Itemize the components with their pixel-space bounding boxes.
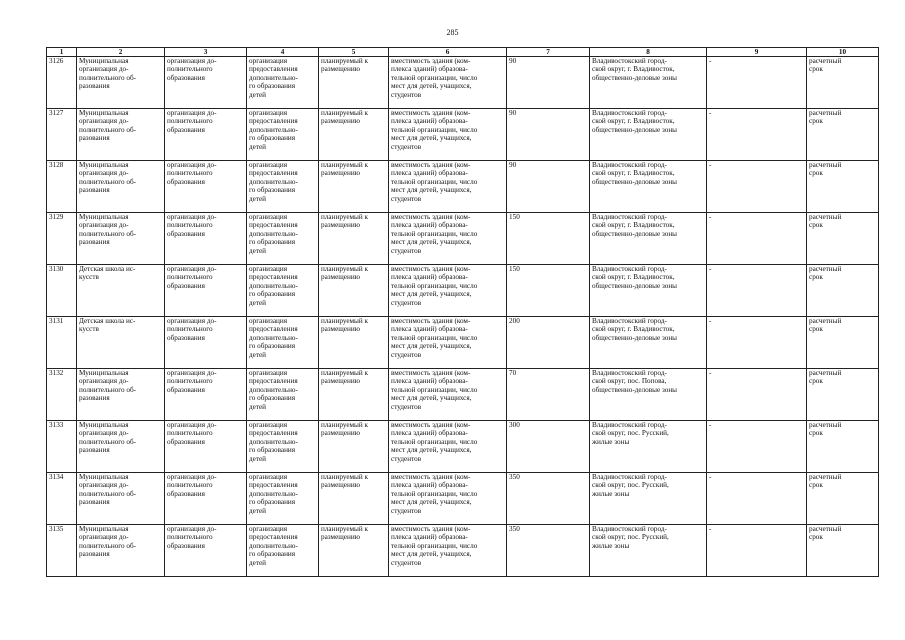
- zone-value: -: [707, 525, 807, 577]
- capacity-indicator: вместимость здания (ком- плекса зданий) образова- тельной организации, число мест для детей, учащихся, студентов: [389, 317, 507, 369]
- column-header: 4: [247, 48, 319, 57]
- row-number: 3132: [47, 369, 77, 421]
- implementation-term: расчетный срок: [807, 213, 879, 265]
- row-number: 3129: [47, 213, 77, 265]
- capacity-indicator: вместимость здания (ком- плекса зданий) образова- тельной организации, число мест для детей, учащихся, студентов: [389, 473, 507, 525]
- capacity-indicator: вместимость здания (ком- плекса зданий) образова- тельной организации, число мест для детей, учащихся, студентов: [389, 265, 507, 317]
- object-status: планируемый к размещению: [319, 525, 389, 577]
- object-purpose: организация предоставления дополнительно- го образования детей: [247, 213, 319, 265]
- column-header: 10: [807, 48, 879, 57]
- row-number: 3130: [47, 265, 77, 317]
- object-location: Владивостокский город- ской округ, г. Владивосток, общественно-деловые зоны: [590, 57, 707, 109]
- row-number: 3134: [47, 473, 77, 525]
- object-location: Владивостокский город- ской округ, пос. Русский, жилые зоны: [590, 421, 707, 473]
- object-status: планируемый к размещению: [319, 317, 389, 369]
- capacity-value: 90: [507, 109, 590, 161]
- object-purpose: организация предоставления дополнительно- го образования детей: [247, 109, 319, 161]
- table-row: [47, 57, 879, 109]
- object-name: Муниципальная организация до- полнительного об- разования: [77, 473, 165, 525]
- object-location: Владивостокский город- ской округ, пос. Попова, общественно-деловые зоны: [590, 369, 707, 421]
- object-purpose: организация предоставления дополнительно- го образования детей: [247, 161, 319, 213]
- object-location: Владивостокский город- ской округ, пос. Русский, жилые зоны: [590, 473, 707, 525]
- capacity-indicator: вместимость здания (ком- плекса зданий) образова- тельной организации, число мест для детей, учащихся, студентов: [389, 109, 507, 161]
- capacity-value: 350: [507, 525, 590, 577]
- capacity-value: 300: [507, 421, 590, 473]
- column-header: 7: [507, 48, 590, 57]
- object-type: организация до- полнительного образования: [165, 109, 247, 161]
- row-number: 3126: [47, 57, 77, 109]
- zone-value: -: [707, 369, 807, 421]
- implementation-term: расчетный срок: [807, 369, 879, 421]
- object-location: Владивостокский город- ской округ, г. Владивосток, общественно-деловые зоны: [590, 213, 707, 265]
- capacity-value: 200: [507, 317, 590, 369]
- column-header: 6: [389, 48, 507, 57]
- column-header: 9: [707, 48, 807, 57]
- zone-value: -: [707, 161, 807, 213]
- capacity-indicator: вместимость здания (ком- плекса зданий) образова- тельной организации, число мест для детей, учащихся, студентов: [389, 421, 507, 473]
- object-status: планируемый к размещению: [319, 369, 389, 421]
- object-name: Муниципальная организация до- полнительного об- разования: [77, 57, 165, 109]
- implementation-term: расчетный срок: [807, 525, 879, 577]
- object-status: планируемый к размещению: [319, 265, 389, 317]
- object-name: Муниципальная организация до- полнительного об- разования: [77, 369, 165, 421]
- capacity-value: 150: [507, 265, 590, 317]
- object-location: Владивостокский город- ской округ, г. Владивосток, общественно-деловые зоны: [590, 109, 707, 161]
- zone-value: -: [707, 265, 807, 317]
- capacity-indicator: вместимость здания (ком- плекса зданий) образова- тельной организации, число мест для детей, учащихся, студентов: [389, 369, 507, 421]
- object-location: Владивостокский город- ской округ, пос. Русский, жилые зоны: [590, 525, 707, 577]
- object-purpose: организация предоставления дополнительно- го образования детей: [247, 473, 319, 525]
- object-location: Владивостокский город- ской округ, г. Владивосток, общественно-деловые зоны: [590, 265, 707, 317]
- table-row: [47, 317, 879, 369]
- object-status: планируемый к размещению: [319, 213, 389, 265]
- table-row: [47, 421, 879, 473]
- column-header: 1: [47, 48, 77, 57]
- object-purpose: организация предоставления дополнительно- го образования детей: [247, 57, 319, 109]
- object-name: Детская школа ис- кусств: [77, 317, 165, 369]
- object-status: планируемый к размещению: [319, 161, 389, 213]
- implementation-term: расчетный срок: [807, 265, 879, 317]
- row-number: 3135: [47, 525, 77, 577]
- row-number: 3131: [47, 317, 77, 369]
- zone-value: -: [707, 109, 807, 161]
- zone-value: -: [707, 317, 807, 369]
- object-type: организация до- полнительного образования: [165, 421, 247, 473]
- table-row: [47, 265, 879, 317]
- object-type: организация до- полнительного образования: [165, 525, 247, 577]
- object-purpose: организация предоставления дополнительно- го образования детей: [247, 265, 319, 317]
- data-table: [46, 47, 879, 577]
- object-purpose: организация предоставления дополнительно- го образования детей: [247, 421, 319, 473]
- object-status: планируемый к размещению: [319, 109, 389, 161]
- implementation-term: расчетный срок: [807, 109, 879, 161]
- object-status: планируемый к размещению: [319, 421, 389, 473]
- object-location: Владивостокский город- ской округ, г. Владивосток, общественно-деловые зоны: [590, 161, 707, 213]
- object-purpose: организация предоставления дополнительно- го образования детей: [247, 317, 319, 369]
- capacity-value: 70: [507, 369, 590, 421]
- capacity-value: 350: [507, 473, 590, 525]
- object-name: Муниципальная организация до- полнительного об- разования: [77, 525, 165, 577]
- implementation-term: расчетный срок: [807, 57, 879, 109]
- column-header: 5: [319, 48, 389, 57]
- object-type: организация до- полнительного образования: [165, 473, 247, 525]
- capacity-indicator: вместимость здания (ком- плекса зданий) образова- тельной организации, число мест для детей, учащихся, студентов: [389, 57, 507, 109]
- implementation-term: расчетный срок: [807, 473, 879, 525]
- table-row: [47, 525, 879, 577]
- zone-value: -: [707, 213, 807, 265]
- table-row: [47, 109, 879, 161]
- table-row: [47, 213, 879, 265]
- row-number: 3127: [47, 109, 77, 161]
- object-type: организация до- полнительного образования: [165, 317, 247, 369]
- zone-value: -: [707, 57, 807, 109]
- capacity-indicator: вместимость здания (ком- плекса зданий) образова- тельной организации, число мест для детей, учащихся, студентов: [389, 525, 507, 577]
- object-name: Детская школа ис- кусств: [77, 265, 165, 317]
- object-status: планируемый к размещению: [319, 57, 389, 109]
- zone-value: -: [707, 421, 807, 473]
- implementation-term: расчетный срок: [807, 317, 879, 369]
- capacity-value: 90: [507, 161, 590, 213]
- table-row: [47, 161, 879, 213]
- object-purpose: организация предоставления дополнительно- го образования детей: [247, 525, 319, 577]
- object-location: Владивостокский город- ской округ, г. Владивосток, общественно-деловые зоны: [590, 317, 707, 369]
- row-number: 3133: [47, 421, 77, 473]
- column-number-row: [47, 48, 879, 57]
- capacity-indicator: вместимость здания (ком- плекса зданий) образова- тельной организации, число мест для детей, учащихся, студентов: [389, 161, 507, 213]
- object-type: организация до- полнительного образования: [165, 213, 247, 265]
- object-type: организация до- полнительного образования: [165, 265, 247, 317]
- column-header: 8: [590, 48, 707, 57]
- object-status: планируемый к размещению: [319, 473, 389, 525]
- capacity-indicator: вместимость здания (ком- плекса зданий) образова- тельной организации, число мест для детей, учащихся, студентов: [389, 213, 507, 265]
- row-number: 3128: [47, 161, 77, 213]
- object-type: организация до- полнительного образования: [165, 369, 247, 421]
- object-type: организация до- полнительного образования: [165, 161, 247, 213]
- object-name: Муниципальная организация до- полнительного об- разования: [77, 109, 165, 161]
- object-name: Муниципальная организация до- полнительного об- разования: [77, 213, 165, 265]
- capacity-value: 150: [507, 213, 590, 265]
- object-purpose: организация предоставления дополнительно- го образования детей: [247, 369, 319, 421]
- page-number: 285: [446, 28, 459, 37]
- implementation-term: расчетный срок: [807, 421, 879, 473]
- column-header: 2: [77, 48, 165, 57]
- zone-value: -: [707, 473, 807, 525]
- implementation-term: расчетный срок: [807, 161, 879, 213]
- object-name: Муниципальная организация до- полнительного об- разования: [77, 421, 165, 473]
- capacity-value: 90: [507, 57, 590, 109]
- object-name: Муниципальная организация до- полнительного об- разования: [77, 161, 165, 213]
- table-row: [47, 473, 879, 525]
- table-row: [47, 369, 879, 421]
- object-type: организация до- полнительного образования: [165, 57, 247, 109]
- column-header: 3: [165, 48, 247, 57]
